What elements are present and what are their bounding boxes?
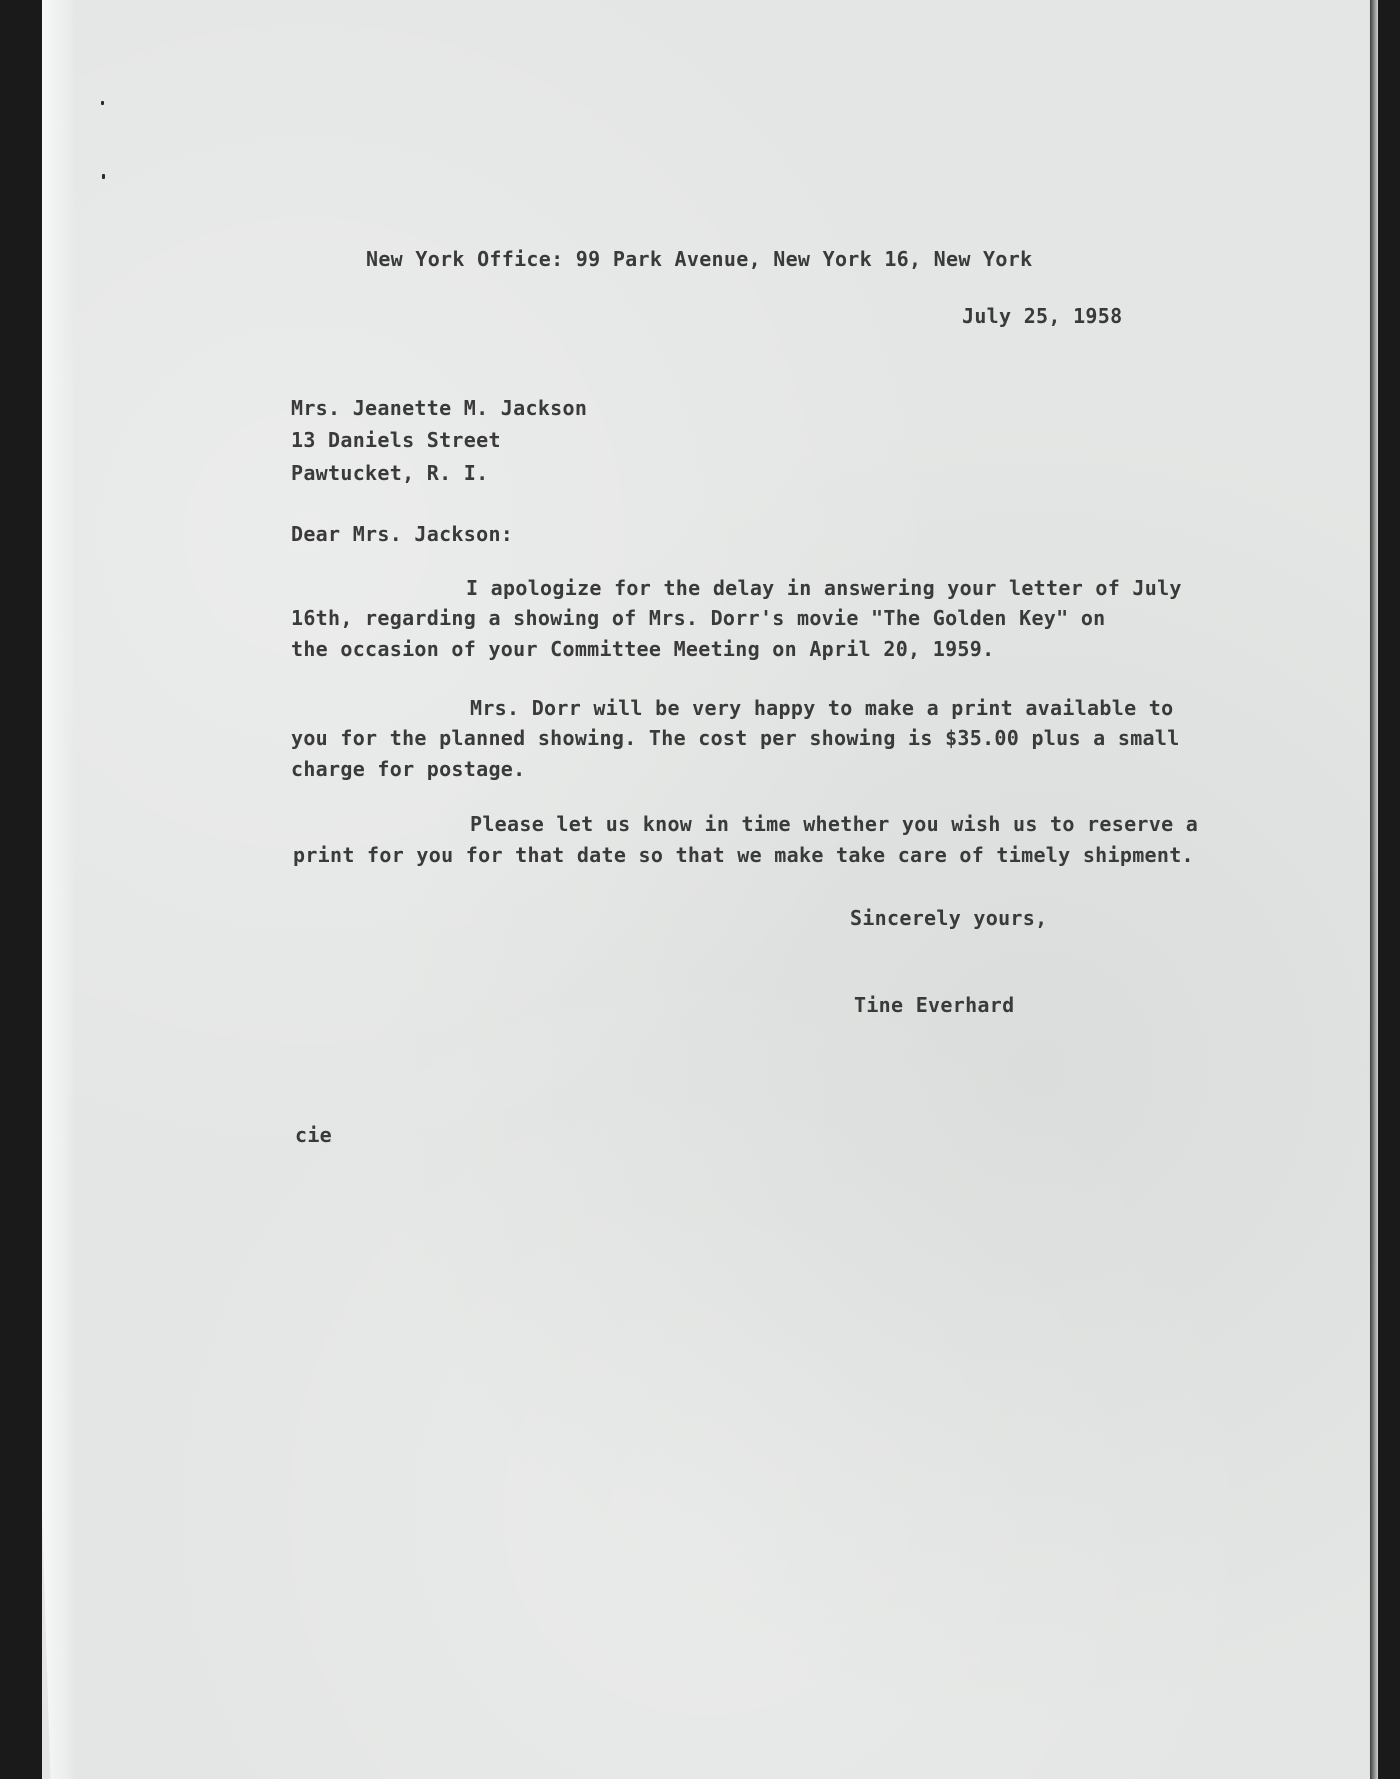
office-address-line: New York Office: 99 Park Avenue, New York 16, New York xyxy=(366,247,1033,271)
letter-date: July 25, 1958 xyxy=(962,304,1123,328)
paragraph-2-line-2: you for the planned showing. The cost per showing is $35.00 plus a small xyxy=(291,726,1180,750)
closing: Sincerely yours, xyxy=(850,906,1048,930)
margin-mark-bottom xyxy=(102,174,105,179)
recipient-city: Pawtucket, R. I. xyxy=(291,461,489,485)
recipient-street: 13 Daniels Street xyxy=(291,428,501,452)
paragraph-2-line-1: Mrs. Dorr will be very happy to make a print available to xyxy=(470,696,1174,720)
typist-initials: cie xyxy=(295,1123,333,1147)
paragraph-1-line-2: 16th, regarding a showing of Mrs. Dorr's movie "The Golden Key" on xyxy=(291,606,1106,630)
paragraph-2-line-3: charge for postage. xyxy=(291,757,526,781)
margin-mark-top xyxy=(101,101,104,105)
paper-right-edge xyxy=(1368,0,1378,1779)
recipient-name: Mrs. Jeanette M. Jackson xyxy=(291,396,588,420)
paragraph-1-line-1: I apologize for the delay in answering your letter of July xyxy=(466,576,1182,600)
signer-name: Tine Everhard xyxy=(854,993,1015,1017)
paragraph-3-line-1: Please let us know in time whether you wish us to reserve a xyxy=(470,812,1199,836)
paper-left-edge xyxy=(42,0,76,1779)
paragraph-1-line-3: the occasion of your Committee Meeting on April 20, 1959. xyxy=(291,637,995,661)
paragraph-3-line-2: print for you for that date so that we make take care of timely shipment. xyxy=(293,843,1194,867)
salutation: Dear Mrs. Jackson: xyxy=(291,522,514,546)
